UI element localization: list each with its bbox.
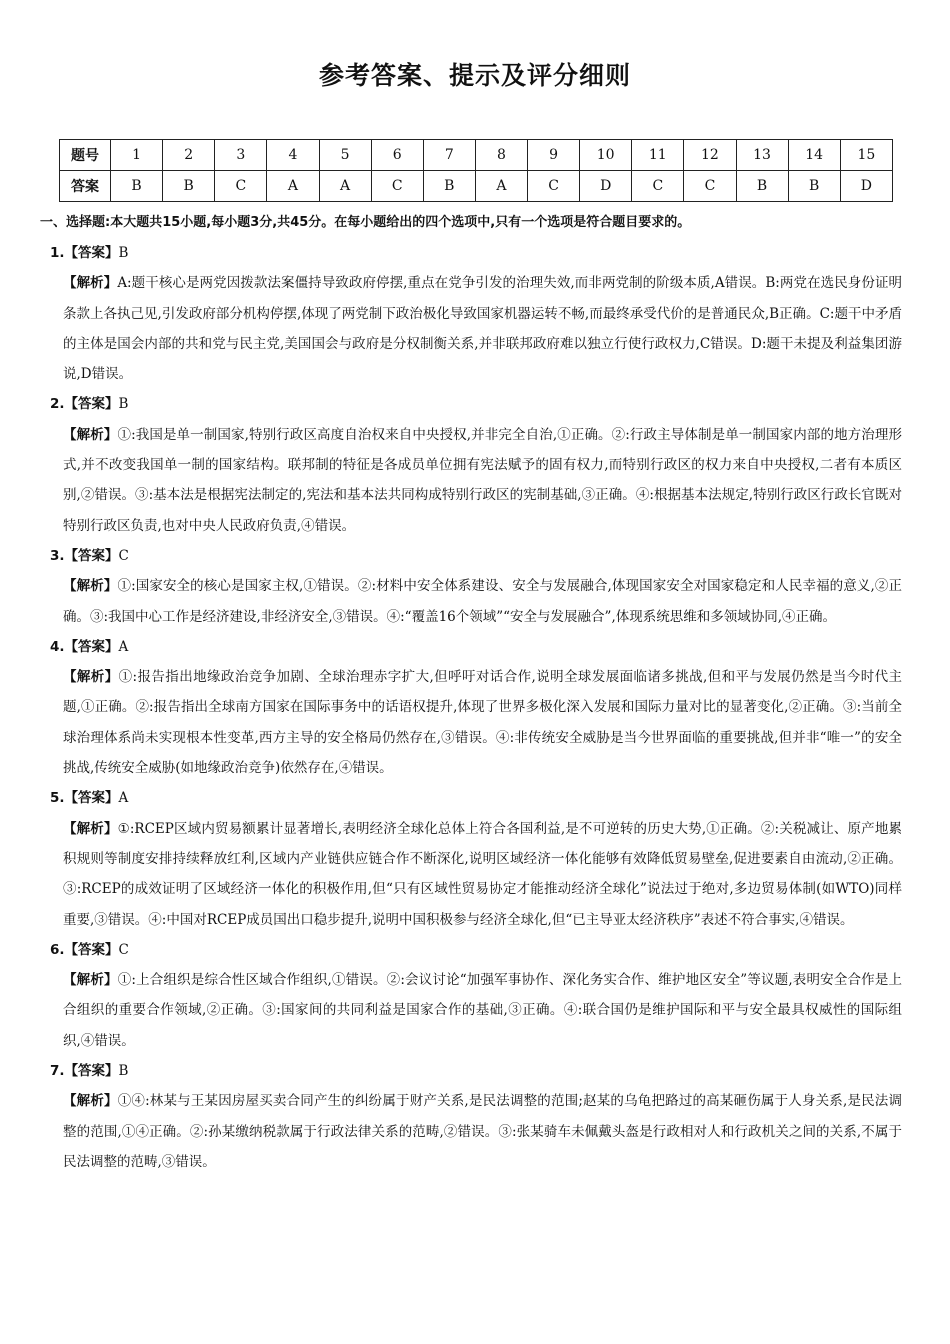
analysis-paragraph (50, 571, 902, 632)
answer-value: B (118, 396, 129, 413)
question-number: 4. (50, 638, 65, 655)
question-block (50, 541, 902, 632)
question-block (50, 238, 902, 389)
question-block (50, 389, 902, 540)
analysis-paragraph (50, 420, 902, 541)
answer-row (60, 171, 893, 202)
question-answer-line (50, 389, 902, 419)
question-block (50, 1056, 902, 1177)
analysis-paragraph (50, 965, 902, 1056)
question-number: 1. (50, 245, 65, 261)
analysis-paragraph (50, 662, 902, 783)
answer-value: A (118, 790, 129, 807)
answer-cell: A (267, 171, 319, 202)
question-number-cell: 8 (475, 140, 527, 171)
question-answer-line (50, 935, 902, 965)
analysis-text: ①:国家安全的核心是国家主权,①错误。②:材料中安全体系建设、安全与发展融合,体现国家安全对国家稳定和人民幸福的意义,②正确。③:我国中心工作是经济建设,非经济安全,③错误。④:“覆盖16个领域”“安全与发展融合”,体现系统思维和多领域协同,④正确。 (63, 578, 903, 625)
analysis-tag: 【解析】 (63, 1093, 118, 1110)
answer-value: C (118, 941, 129, 958)
analysis-tag: 【解析】 (63, 578, 118, 595)
question-number-cell: 9 (528, 140, 580, 171)
question-answer-line (50, 541, 902, 571)
question-number-cell: 10 (580, 140, 632, 171)
question-number-row (60, 140, 893, 171)
analysis-text: A:题干核心是两党因拨款法案僵持导致政府停摆,重点在党争引发的治理失效,而非两党制的阶级本质,A错误。B:两党在选民身份证明条款上各执己见,引发政府部分机构停摆,体现了两党制下政治极化导致国家机器运转不畅,而最终承受代价的是普通民众,B正确。C:题干中矛盾的主体是国会内部的共和党与民主党,美国国会与政府是分权制衡关系,并非联邦政府难以独立行使行政权力,C错误。D:题干未提及利益集团游说,D错误。 (63, 275, 903, 383)
page-title: 参考答案、提示及评分细则 (318, 61, 631, 90)
answer-cell: D (840, 171, 892, 202)
answer-explanations (50, 238, 902, 1177)
answer-tag: 【答案】 (64, 1063, 119, 1080)
question-number: 5. (50, 790, 65, 807)
question-number: 3. (50, 547, 65, 564)
question-answer-line (50, 1056, 902, 1086)
section-heading: 一、选择题:本大题共15小题,每小题3分,共45分。在每小题给出的四个选项中,只有一个选项是符合题目要求的。 (40, 215, 691, 230)
question-number: 6. (50, 941, 65, 958)
answer-cell: C (215, 171, 267, 202)
answer-cell: B (111, 171, 163, 202)
analysis-tag: 【解析】 (63, 426, 118, 443)
answer-cell: B (736, 171, 788, 202)
question-block (50, 632, 902, 783)
analysis-paragraph (50, 814, 902, 935)
answer-tag: 【答案】 (64, 941, 119, 958)
answer-cell: B (788, 171, 840, 202)
answer-tag: 【答案】 (64, 245, 119, 261)
analysis-text: ①:RCEP区域内贸易额累计显著增长,表明经济全球化总体上符合各国利益,是不可逆转的历史大势,①正确。②:关税减让、原产地累积规则等制度安排持续释放红利,区域内产业链供应链合作不断深化,说明区域经济一体化能够有效降低贸易壁垒,促进要素自由流动,②正确。③:RCEP的成效证明了区域经济一体化的积极作用,但“只有区域性贸易协定才能推动经济全球化”说法过于绝对,多边贸易体制(如WTO)同样重要,③错误。④:中国对RCEP成员国出口稳步提升,说明中国积极参与经济全球化,但“已主导亚太经济秩序”表述不符合事实,④错误。 (63, 820, 902, 928)
question-answer-line (50, 783, 902, 813)
answer-cell: A (475, 171, 527, 202)
answer-value: C (118, 547, 129, 564)
question-number: 2. (50, 396, 65, 413)
question-block (50, 783, 902, 934)
answer-value: A (118, 638, 129, 655)
answer-cell: C (632, 171, 684, 202)
question-number-cell: 12 (684, 140, 736, 171)
question-number: 7. (50, 1063, 65, 1080)
analysis-tag: 【解析】 (63, 820, 118, 837)
answer-table (59, 139, 893, 202)
answer-cell: C (371, 171, 423, 202)
question-block (50, 935, 902, 1056)
question-number-cell: 11 (632, 140, 684, 171)
question-number-cell: 2 (163, 140, 215, 171)
answer-cell: B (163, 171, 215, 202)
analysis-paragraph (50, 268, 902, 389)
answer-value: B (118, 1063, 129, 1080)
question-number-cell: 7 (423, 140, 475, 171)
analysis-tag: 【解析】 (63, 669, 119, 686)
question-answer-line (50, 238, 902, 268)
answer-tag: 【答案】 (64, 547, 119, 564)
analysis-text: ①:我国是单一制国家,特别行政区高度自治权来自中央授权,并非完全自治,①正确。②:行政主导体制是单一制国家内部的地方治理形式,并不改变我国单一制的国家结构。联邦制的特征是各成员单位拥有宪法赋予的固有权力,而特别行政区的权力来自中央授权,二者有本质区别,②错误。③:基本法是根据宪法制定的,宪法和基本法共同构成特别行政区的宪制基础,③正确。④:根据基本法规定,特别行政区行政长官既对特别行政区负责,也对中央人民政府负责,④错误。 (63, 426, 903, 534)
answer-header: 答案 (60, 171, 111, 202)
answer-tag: 【答案】 (64, 396, 119, 413)
question-number-cell: 4 (267, 140, 319, 171)
question-answer-line (50, 632, 902, 662)
question-number-cell: 6 (371, 140, 423, 171)
analysis-text: ①:报告指出地缘政治竞争加剧、全球治理赤字扩大,但呼吁对话合作,说明全球发展面临诸多挑战,但和平与发展仍然是当今时代主题,①正确。②:报告指出全球南方国家在国际事务中的话语权提升,体现了世界多极化深入发展和国际力量对比的显著变化,②正确。③:当前全球治理体系尚未实现根本性变革,西方主导的安全格局仍然存在,③错误。④:非传统安全威胁是当今世界面临的重要挑战,但并非“唯一”的安全挑战,传统安全威胁(如地缘政治竞争)依然存在,④错误。 (63, 669, 903, 777)
answer-cell: C (528, 171, 580, 202)
question-number-cell: 15 (840, 140, 892, 171)
answer-cell: B (423, 171, 475, 202)
analysis-text: ①:上合组织是综合性区域合作组织,①错误。②:会议讨论“加强军事协作、深化务实合作、维护地区安全”等议题,表明安全合作是上合组织的重要合作领域,②正确。③:国家间的共同利益是国家合作的基础,③正确。④:联合国仍是维护国际和平与安全最具权威性的国际组织,④错误。 (63, 972, 903, 1049)
answer-cell: D (580, 171, 632, 202)
question-number-cell: 13 (736, 140, 788, 171)
analysis-tag: 【解析】 (63, 275, 118, 292)
analysis-text: ①④:林某与王某因房屋买卖合同产生的纠纷属于财产关系,是民法调整的范围;赵某的乌龟把路过的高某砸伤属于人身关系,是民法调整的范围,①④正确。②:孙某缴纳税款属于行政法律关系的范畴,②错误。③:张某骑车未佩戴头盔是行政相对人和行政机关之间的关系,不属于民法调整的范畴,③错误。 (63, 1093, 902, 1170)
question-number-cell: 14 (788, 140, 840, 171)
question-number-header: 题号 (60, 140, 111, 171)
answer-cell: C (684, 171, 736, 202)
answer-tag: 【答案】 (64, 638, 119, 655)
question-number-cell: 3 (215, 140, 267, 171)
analysis-paragraph (50, 1086, 902, 1177)
answer-value: B (118, 245, 129, 261)
answer-cell: A (319, 171, 371, 202)
analysis-tag: 【解析】 (63, 972, 118, 989)
question-number-cell: 5 (319, 140, 371, 171)
answer-tag: 【答案】 (64, 790, 119, 807)
question-number-cell: 1 (111, 140, 163, 171)
